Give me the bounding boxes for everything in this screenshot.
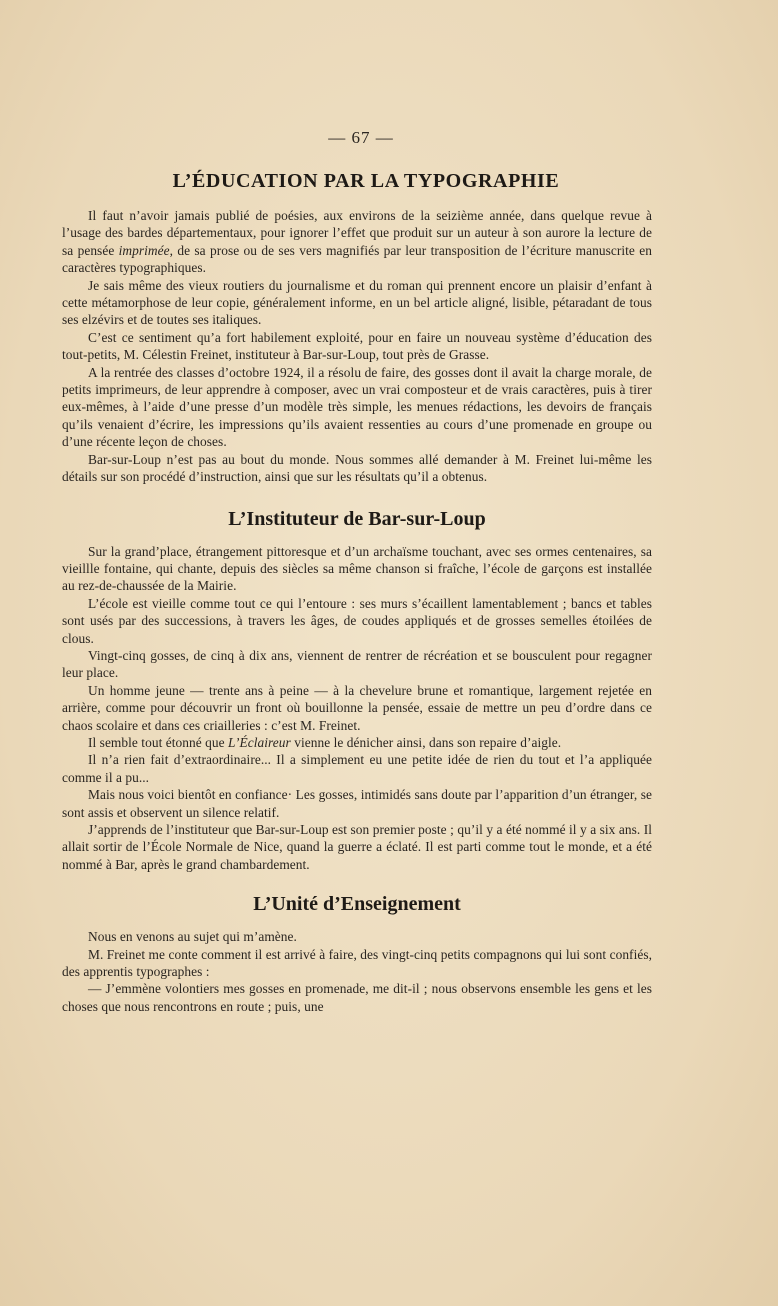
section-instituteur (62, 508, 652, 874)
paragraph: Vingt-cinq gosses, de cinq à dix ans, viennent de rentrer de récréation et se bousculent pour regagner leur place. (62, 647, 652, 681)
paragraph: Un homme jeune — trente ans à peine — à la chevelure brune et romantique, largement rejetée en arrière, comme pour découvrir un front où bouillonne la pensée, essaie de mettre un peu d’ordre dans ce chaos scolaire et dans ces criailleries : c’est M. Freinet. (62, 682, 652, 733)
paragraph: Mais nous voici bientôt en confiance· Les gosses, intimidés sans doute par l’apparition d’un étranger, se sont assis et observent un silence relatif. (62, 787, 652, 820)
paragraph: Bar-sur-Loup n’est pas au bout du monde. Nous sommes allé demander à M. Freinet lui-même les détails sur son procédé d’instruction, ainsi que sur les résultats qu’il a obtenus. (62, 451, 652, 485)
paragraph: Je sais même des vieux routiers du journalisme et du roman qui prennent encore un plaisir d’enfant à cette métamorphose de leur copie, généralement informe, en un bel article aligné, lisible, pétaradant de tous ses elzévirs et de toutes ses italiques. (62, 277, 652, 328)
section-title: L’Instituteur de Bar-sur-Loup (228, 507, 486, 530)
paragraph: L’école est vieille comme tout ce qui l’entoure : ses murs s’écaillent lamentablement ; bancs et tables sont usés par des successions, à travers les âges, de coudes appliqués et de grosses semelles étoilées de clous. (62, 595, 652, 646)
paragraph: Il n’a rien fait d’extraordinaire... Il a simplement eu une petite idée de rien du tout et l’a appliquée comme il a pu... (62, 752, 652, 785)
paragraph: Il faut n’avoir jamais publié de poésies, aux environs de la seizième année, dans quelque revue à l’usage des bardes départementaux, pour ignorer l’effet que produit sur un auteur à son aurore la lecture de sa pensée imprimée, de sa prose ou de ses vers magnifiés par leur transposition de l’écriture manuscrite en caractères typographiques. (62, 208, 652, 276)
italic-word: imprimée (118, 242, 170, 258)
article-body (62, 170, 652, 1015)
section-education (62, 170, 652, 486)
section-title: L’ÉDUCATION PAR LA TYPOGRAPHIE (172, 170, 560, 192)
paragraph: Il semble tout étonné que L’Éclaireur vienne le dénicher ainsi, dans son repaire d’aigle. (88, 734, 562, 750)
paragraph: A la rentrée des classes d’octobre 1924, il a résolu de faire, des gosses dont il avait la charge morale, de petits imprimeurs, de leur apprendre à composer, avec un vrai composteur et de vrais caractères, puis à tirer eux-mêmes, à l’aide d’une presse d’un modèle très simple, les menues rédactions, les devoirs de français qu’ils venaient d’écrire, les impressions qu’ils avaient ressenties au cours d’une promenade en groupe ou d’une récente leçon de choses. (62, 364, 652, 450)
section-title: L’Unité d’Enseignement (253, 893, 461, 916)
paragraph: Nous en venons au sujet qui m’amène. (88, 929, 297, 945)
paragraph: C’est ce sentiment qu’a fort habilement exploité, pour en faire un nouveau système d’éducation des tout-petits, M. Célestin Freinet, instituteur à Bar-sur-Loup, tout près de Grasse. (62, 329, 652, 363)
section-unite (62, 893, 652, 1015)
paragraph: Sur la grand’place, étrangement pittoresque et d’un archaïsme touchant, avec ses ormes centenaires, sa vieillle fontaine, qui chante, depuis des siècles sa même chanson si fraîche, l’école de garçons est installée au rez-de-chaussée de la Mairie. (62, 543, 652, 594)
paragraph: — J’emmène volontiers mes gosses en promenade, me dit-il ; nous observons ensemble les gens et les choses que nous rencontrons en route ; puis, une (62, 981, 652, 1014)
page-number: — 67 — (328, 128, 394, 147)
paragraph: J’apprends de l’instituteur que Bar-sur-Loup est son premier poste ; qu’il y a été nommé il y a six ans. Il allait sortir de l’École Normale de Nice, quand la guerre a éclaté. Il est parti comme tout le monde, et a été nommé à Bar, après le grand chambardement. (62, 822, 652, 872)
paragraph: M. Freinet me conte comment il est arrivé à faire, des vingt-cinq petits compagnons qui lui sont confiés, des apprentis typographes : (62, 946, 652, 980)
italic-word: L’Éclaireur (228, 734, 291, 750)
